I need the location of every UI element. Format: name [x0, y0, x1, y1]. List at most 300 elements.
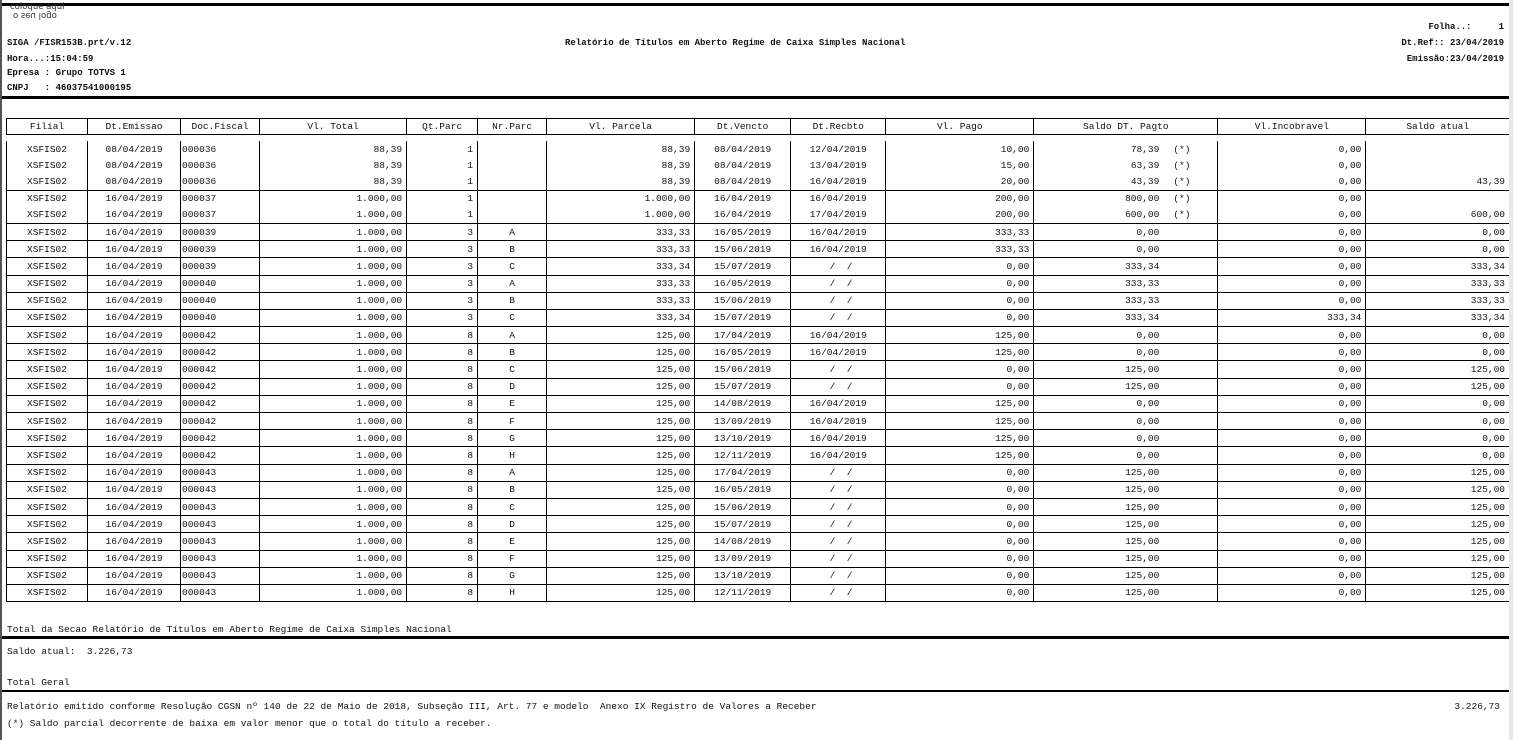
cell-vl-total: 1.000,00 — [260, 567, 407, 584]
cell-saldo-atual: 333,33 — [1366, 292, 1509, 309]
cell-vl-parcela: 88,39 — [547, 157, 695, 173]
cell-vl-total: 1.000,00 — [260, 481, 407, 498]
column-header: Vl. Parcela — [547, 119, 695, 135]
cell-vl-parcela: 1.000,00 — [547, 207, 695, 224]
saldo-dt-pagto-value: 125,00 — [1125, 587, 1160, 599]
cell-vl-parcela: 125,00 — [547, 533, 695, 550]
cell-qt-parc: 8 — [407, 447, 478, 464]
column-header: Dt.Recbto — [791, 119, 886, 135]
cell-vl-total: 1.000,00 — [260, 309, 407, 326]
cell-filial: XSFIS02 — [7, 533, 88, 550]
cell-dt-recbto: / / — [791, 516, 886, 533]
cell-saldo-atual: 125,00 — [1366, 378, 1509, 395]
cell-filial: XSFIS02 — [7, 223, 88, 240]
cell-dt-recbto: / / — [791, 533, 886, 550]
partial-balance-flag: (*) — [1173, 159, 1191, 171]
cell-vl-incobravel: 0,00 — [1218, 516, 1366, 533]
cell-vl-total: 1.000,00 — [260, 498, 407, 515]
cell-filial: XSFIS02 — [7, 361, 88, 378]
cell-doc-fiscal: 000040 — [181, 275, 260, 292]
cell-dt-recbto: / / — [791, 361, 886, 378]
cell-filial: XSFIS02 — [7, 430, 88, 447]
cell-dt-emissao: 16/04/2019 — [88, 550, 181, 567]
cell-qt-parc: 8 — [407, 584, 478, 601]
cell-doc-fiscal: 000040 — [181, 292, 260, 309]
cell-saldo-dt-pagto — [1034, 584, 1218, 601]
saldo-dt-pagto-value: 333,34 — [1125, 312, 1160, 324]
column-header: Dt.Emissao — [88, 119, 181, 135]
cell-qt-parc: 8 — [407, 413, 478, 430]
cell-doc-fiscal: 000039 — [181, 258, 260, 275]
vertical-scrollbar[interactable] — [1509, 0, 1513, 740]
cell-dt-recbto: / / — [791, 292, 886, 309]
cell-filial: XSFIS02 — [7, 413, 88, 430]
cell-nr-parc — [478, 173, 547, 190]
partial-balance-flag: (*) — [1173, 143, 1191, 155]
cell-saldo-atual: 0,00 — [1366, 430, 1509, 447]
cell-vl-total: 1.000,00 — [260, 413, 407, 430]
cell-filial: XSFIS02 — [7, 378, 88, 395]
cell-qt-parc: 1 — [407, 141, 478, 157]
cell-vl-incobravel: 0,00 — [1218, 190, 1366, 207]
cell-vl-incobravel: 0,00 — [1218, 498, 1366, 515]
cell-filial: XSFIS02 — [7, 309, 88, 326]
cell-qt-parc: 3 — [407, 292, 478, 309]
saldo-dt-pagto-value: 125,00 — [1125, 501, 1160, 513]
cell-dt-recbto: / / — [791, 550, 886, 567]
saldo-dt-pagto-value: 43,39 — [1130, 175, 1160, 187]
cell-saldo-atual: 333,34 — [1366, 309, 1509, 326]
cell-saldo-atual: 125,00 — [1366, 361, 1509, 378]
cell-nr-parc: B — [478, 241, 547, 258]
cell-vl-pago: 333,33 — [886, 223, 1034, 240]
report-title: Relatório de Títulos em Aberto Regime de Caixa Simples Nacional — [565, 38, 906, 48]
table-row — [7, 157, 1510, 173]
column-header: Saldo DT. Pagto — [1034, 119, 1218, 135]
cell-vl-pago: 0,00 — [886, 292, 1034, 309]
cell-saldo-dt-pagto — [1034, 223, 1218, 240]
cell-saldo-atual: 125,00 — [1366, 498, 1509, 515]
cell-saldo-dt-pagto — [1034, 378, 1218, 395]
cell-vl-total: 88,39 — [260, 157, 407, 173]
cell-dt-recbto: 13/04/2019 — [791, 157, 886, 173]
cell-vl-pago: 0,00 — [886, 533, 1034, 550]
section-saldo-atual: Saldo atual: 3.226,73 — [7, 646, 133, 657]
cell-dt-recbto: / / — [791, 258, 886, 275]
grand-total-rule — [2, 690, 1509, 692]
cell-doc-fiscal: 000043 — [181, 516, 260, 533]
cell-vl-total: 1.000,00 — [260, 361, 407, 378]
cell-vl-parcela: 125,00 — [547, 430, 695, 447]
cell-qt-parc: 1 — [407, 173, 478, 190]
cell-qt-parc: 8 — [407, 567, 478, 584]
cell-dt-vencto: 15/06/2019 — [695, 498, 791, 515]
cell-vl-pago: 20,00 — [886, 173, 1034, 190]
cell-saldo-dt-pagto — [1034, 327, 1218, 344]
saldo-dt-pagto-value: 600,00 — [1125, 209, 1160, 221]
cell-dt-recbto: 16/04/2019 — [791, 344, 886, 361]
cell-qt-parc: 8 — [407, 464, 478, 481]
partial-balance-flag: (*) — [1173, 193, 1191, 205]
cell-vl-total: 88,39 — [260, 173, 407, 190]
cell-doc-fiscal: 000043 — [181, 464, 260, 481]
column-header: Doc.Fiscal — [181, 119, 260, 135]
cell-qt-parc: 8 — [407, 327, 478, 344]
cell-doc-fiscal: 000043 — [181, 533, 260, 550]
cell-vl-parcela: 125,00 — [547, 516, 695, 533]
cell-qt-parc: 3 — [407, 223, 478, 240]
cell-vl-parcela: 88,39 — [547, 173, 695, 190]
cell-saldo-atual — [1366, 157, 1509, 173]
cell-nr-parc: E — [478, 395, 547, 412]
cell-qt-parc: 8 — [407, 395, 478, 412]
cell-dt-recbto: / / — [791, 584, 886, 601]
table-row — [7, 533, 1510, 550]
cell-vl-incobravel: 0,00 — [1218, 207, 1366, 224]
cell-dt-vencto: 15/07/2019 — [695, 516, 791, 533]
cell-dt-emissao: 16/04/2019 — [88, 584, 181, 601]
cell-vl-total: 1.000,00 — [260, 344, 407, 361]
cell-nr-parc: B — [478, 481, 547, 498]
cell-vl-incobravel: 0,00 — [1218, 223, 1366, 240]
cell-vl-pago: 200,00 — [886, 207, 1034, 224]
cell-saldo-dt-pagto — [1034, 481, 1218, 498]
cell-saldo-dt-pagto — [1034, 292, 1218, 309]
cell-vl-pago: 0,00 — [886, 498, 1034, 515]
company-name: Epresa : Grupo TOTVS 1 — [7, 68, 126, 78]
cell-nr-parc: D — [478, 378, 547, 395]
cell-dt-vencto: 14/08/2019 — [695, 533, 791, 550]
cell-dt-recbto: 16/04/2019 — [791, 413, 886, 430]
cell-dt-emissao: 16/04/2019 — [88, 395, 181, 412]
section-total-label: Total da Secao Relatório de Títulos em Aberto Regime de Caixa Simples Nacional — [7, 624, 452, 635]
saldo-dt-pagto-value: 0,00 — [1136, 243, 1160, 255]
cell-vl-total: 1.000,00 — [260, 464, 407, 481]
cell-filial: XSFIS02 — [7, 481, 88, 498]
cell-nr-parc: D — [478, 516, 547, 533]
cell-nr-parc: H — [478, 584, 547, 601]
cell-saldo-dt-pagto — [1034, 447, 1218, 464]
cell-dt-vencto: 16/04/2019 — [695, 207, 791, 224]
cell-vl-incobravel: 0,00 — [1218, 395, 1366, 412]
cell-saldo-dt-pagto — [1034, 567, 1218, 584]
cell-saldo-atual: 125,00 — [1366, 464, 1509, 481]
cell-filial: XSFIS02 — [7, 567, 88, 584]
cell-saldo-atual — [1366, 190, 1509, 207]
cell-vl-incobravel: 0,00 — [1218, 173, 1366, 190]
cell-vl-total: 1.000,00 — [260, 190, 407, 207]
cell-doc-fiscal: 000043 — [181, 498, 260, 515]
table-row — [7, 413, 1510, 430]
cell-vl-incobravel: 0,00 — [1218, 464, 1366, 481]
cell-filial: XSFIS02 — [7, 584, 88, 601]
cell-dt-vencto: 16/05/2019 — [695, 223, 791, 240]
cell-dt-recbto: 16/04/2019 — [791, 395, 886, 412]
cell-dt-vencto: 17/04/2019 — [695, 327, 791, 344]
saldo-dt-pagto-value: 125,00 — [1125, 381, 1160, 393]
cell-vl-parcela: 125,00 — [547, 498, 695, 515]
table-row — [7, 258, 1510, 275]
cell-vl-parcela: 333,33 — [547, 292, 695, 309]
table-row — [7, 584, 1510, 601]
column-header: Vl. Pago — [886, 119, 1034, 135]
cell-nr-parc: F — [478, 413, 547, 430]
cell-doc-fiscal: 000042 — [181, 378, 260, 395]
table-row — [7, 430, 1510, 447]
top-rule — [2, 3, 1509, 6]
cell-doc-fiscal: 000042 — [181, 395, 260, 412]
cell-qt-parc: 3 — [407, 275, 478, 292]
saldo-dt-pagto-value: 0,00 — [1136, 432, 1160, 444]
table-row — [7, 173, 1510, 190]
cell-dt-vencto: 08/04/2019 — [695, 173, 791, 190]
cell-doc-fiscal: 000037 — [181, 207, 260, 224]
cell-vl-incobravel: 0,00 — [1218, 157, 1366, 173]
cell-dt-vencto: 12/11/2019 — [695, 584, 791, 601]
saldo-dt-pagto-value: 0,00 — [1136, 398, 1160, 410]
cell-dt-recbto: 16/04/2019 — [791, 173, 886, 190]
cell-vl-parcela: 333,34 — [547, 258, 695, 275]
cell-dt-emissao: 16/04/2019 — [88, 241, 181, 258]
cell-dt-emissao: 16/04/2019 — [88, 413, 181, 430]
cell-nr-parc: A — [478, 275, 547, 292]
cell-vl-parcela: 88,39 — [547, 141, 695, 157]
saldo-dt-pagto-value: 125,00 — [1125, 484, 1160, 496]
cell-saldo-atual: 43,39 — [1366, 173, 1509, 190]
cell-vl-pago: 0,00 — [886, 550, 1034, 567]
cell-doc-fiscal: 000043 — [181, 567, 260, 584]
cell-vl-pago: 0,00 — [886, 584, 1034, 601]
cell-saldo-dt-pagto — [1034, 516, 1218, 533]
cell-dt-vencto: 12/11/2019 — [695, 447, 791, 464]
cell-dt-emissao: 08/04/2019 — [88, 141, 181, 157]
cell-dt-emissao: 16/04/2019 — [88, 361, 181, 378]
cell-nr-parc: F — [478, 550, 547, 567]
cell-qt-parc: 1 — [407, 190, 478, 207]
cell-vl-incobravel: 0,00 — [1218, 413, 1366, 430]
cell-vl-incobravel: 0,00 — [1218, 275, 1366, 292]
saldo-dt-pagto-value: 0,00 — [1136, 329, 1160, 341]
cell-filial: XSFIS02 — [7, 447, 88, 464]
section-total-rule — [2, 636, 1509, 639]
cell-qt-parc: 3 — [407, 258, 478, 275]
cell-saldo-atual: 0,00 — [1366, 223, 1509, 240]
cell-vl-parcela: 125,00 — [547, 464, 695, 481]
header-rule — [2, 96, 1509, 99]
cell-vl-pago: 0,00 — [886, 464, 1034, 481]
cell-dt-emissao: 16/04/2019 — [88, 190, 181, 207]
cell-filial: XSFIS02 — [7, 498, 88, 515]
cell-vl-incobravel: 0,00 — [1218, 344, 1366, 361]
cell-filial: XSFIS02 — [7, 275, 88, 292]
table-row — [7, 481, 1510, 498]
cell-vl-total: 1.000,00 — [260, 275, 407, 292]
table-row — [7, 395, 1510, 412]
table-row — [7, 361, 1510, 378]
cell-dt-emissao: 16/04/2019 — [88, 498, 181, 515]
cell-nr-parc: B — [478, 292, 547, 309]
cell-dt-emissao: 16/04/2019 — [88, 275, 181, 292]
table-row — [7, 207, 1510, 224]
cell-vl-pago: 125,00 — [886, 430, 1034, 447]
cell-dt-recbto: / / — [791, 481, 886, 498]
cell-dt-vencto: 13/09/2019 — [695, 550, 791, 567]
partial-balance-flag: (*) — [1173, 175, 1191, 187]
cell-nr-parc: G — [478, 567, 547, 584]
cell-vl-parcela: 333,33 — [547, 275, 695, 292]
cell-doc-fiscal: 000040 — [181, 309, 260, 326]
cell-filial: XSFIS02 — [7, 344, 88, 361]
cell-dt-recbto: 16/04/2019 — [791, 241, 886, 258]
cell-qt-parc: 8 — [407, 533, 478, 550]
cell-saldo-atual: 125,00 — [1366, 516, 1509, 533]
cell-dt-emissao: 16/04/2019 — [88, 481, 181, 498]
table-row — [7, 567, 1510, 584]
column-header: Vl.Incobravel — [1218, 119, 1366, 135]
cell-doc-fiscal: 000042 — [181, 361, 260, 378]
cell-vl-parcela: 125,00 — [547, 413, 695, 430]
column-header: Filial — [7, 119, 88, 135]
reference-date: Dt.Ref:: 23/04/2019 — [1401, 38, 1504, 48]
column-header: Dt.Vencto — [695, 119, 791, 135]
cell-saldo-atual — [1366, 141, 1509, 157]
cell-dt-emissao: 16/04/2019 — [88, 430, 181, 447]
saldo-dt-pagto-value: 0,00 — [1136, 449, 1160, 461]
cell-filial: XSFIS02 — [7, 141, 88, 157]
cell-saldo-dt-pagto — [1034, 430, 1218, 447]
cell-doc-fiscal: 000039 — [181, 223, 260, 240]
cell-vl-pago: 200,00 — [886, 190, 1034, 207]
cell-vl-parcela: 125,00 — [547, 550, 695, 567]
cell-qt-parc: 8 — [407, 516, 478, 533]
cell-saldo-dt-pagto — [1034, 498, 1218, 515]
cell-nr-parc: G — [478, 430, 547, 447]
cell-filial: XSFIS02 — [7, 157, 88, 173]
column-header: Vl. Total — [260, 119, 407, 135]
cell-filial: XSFIS02 — [7, 516, 88, 533]
program-id: SIGA /FISR153B.prt/v.12 — [7, 38, 132, 48]
cell-dt-vencto: 16/05/2019 — [695, 344, 791, 361]
cell-saldo-atual: 125,00 — [1366, 550, 1509, 567]
cell-dt-recbto: 12/04/2019 — [791, 141, 886, 157]
cell-saldo-dt-pagto — [1034, 207, 1218, 224]
cell-saldo-dt-pagto — [1034, 190, 1218, 207]
cell-doc-fiscal: 000039 — [181, 241, 260, 258]
saldo-dt-pagto-value: 0,00 — [1136, 415, 1160, 427]
table-row — [7, 344, 1510, 361]
cell-qt-parc: 8 — [407, 430, 478, 447]
company-cnpj: CNPJ : 46037541000195 — [7, 83, 132, 93]
cell-saldo-dt-pagto — [1034, 361, 1218, 378]
cell-vl-total: 1.000,00 — [260, 550, 407, 567]
cell-saldo-dt-pagto — [1034, 157, 1218, 173]
cell-vl-pago: 333,33 — [886, 241, 1034, 258]
cell-nr-parc: A — [478, 327, 547, 344]
cell-saldo-atual: 333,34 — [1366, 258, 1509, 275]
cell-doc-fiscal: 000042 — [181, 344, 260, 361]
saldo-dt-pagto-value: 125,00 — [1125, 467, 1160, 479]
table-row — [7, 141, 1510, 157]
cell-vl-parcela: 125,00 — [547, 344, 695, 361]
table-row — [7, 516, 1510, 533]
cell-dt-recbto: 17/04/2019 — [791, 207, 886, 224]
cell-vl-incobravel: 0,00 — [1218, 258, 1366, 275]
cell-vl-pago: 125,00 — [886, 327, 1034, 344]
column-header: Qt.Parc — [407, 119, 478, 135]
cell-nr-parc: A — [478, 223, 547, 240]
saldo-dt-pagto-value: 800,00 — [1125, 193, 1160, 205]
cell-vl-incobravel: 0,00 — [1218, 447, 1366, 464]
cell-nr-parc: C — [478, 361, 547, 378]
cell-dt-emissao: 16/04/2019 — [88, 327, 181, 344]
cell-dt-vencto: 13/09/2019 — [695, 413, 791, 430]
column-header: Saldo atual — [1366, 119, 1509, 135]
saldo-dt-pagto-value: 125,00 — [1125, 570, 1160, 582]
cell-dt-vencto: 16/05/2019 — [695, 275, 791, 292]
saldo-dt-pagto-value: 125,00 — [1125, 364, 1160, 376]
cell-vl-parcela: 333,34 — [547, 309, 695, 326]
cell-vl-pago: 0,00 — [886, 516, 1034, 533]
grand-total-label: Total Geral — [7, 677, 70, 688]
cell-dt-vencto: 15/07/2019 — [695, 309, 791, 326]
cell-vl-pago: 0,00 — [886, 361, 1034, 378]
cell-vl-total: 1.000,00 — [260, 378, 407, 395]
cell-dt-recbto: 16/04/2019 — [791, 223, 886, 240]
cell-filial: XSFIS02 — [7, 241, 88, 258]
cell-saldo-atual: 125,00 — [1366, 584, 1509, 601]
cell-vl-total: 1.000,00 — [260, 223, 407, 240]
cell-vl-incobravel: 0,00 — [1218, 430, 1366, 447]
cell-dt-emissao: 08/04/2019 — [88, 173, 181, 190]
cell-vl-incobravel: 0,00 — [1218, 584, 1366, 601]
cell-vl-pago: 15,00 — [886, 157, 1034, 173]
cell-doc-fiscal: 000042 — [181, 447, 260, 464]
cell-dt-vencto: 14/08/2019 — [695, 395, 791, 412]
cell-doc-fiscal: 000043 — [181, 584, 260, 601]
cell-saldo-dt-pagto — [1034, 550, 1218, 567]
cell-vl-incobravel: 0,00 — [1218, 327, 1366, 344]
cell-vl-parcela: 1.000,00 — [547, 190, 695, 207]
cell-filial: XSFIS02 — [7, 327, 88, 344]
cell-saldo-atual: 0,00 — [1366, 395, 1509, 412]
cell-saldo-atual: 0,00 — [1366, 241, 1509, 258]
cell-vl-total: 1.000,00 — [260, 447, 407, 464]
cell-vl-incobravel: 0,00 — [1218, 533, 1366, 550]
cell-dt-emissao: 16/04/2019 — [88, 516, 181, 533]
cell-vl-pago: 0,00 — [886, 481, 1034, 498]
cell-qt-parc: 8 — [407, 361, 478, 378]
cell-dt-emissao: 16/04/2019 — [88, 292, 181, 309]
saldo-dt-pagto-value: 125,00 — [1125, 535, 1160, 547]
cell-saldo-dt-pagto — [1034, 395, 1218, 412]
cell-saldo-atual: 0,00 — [1366, 447, 1509, 464]
cell-qt-parc: 8 — [407, 498, 478, 515]
table-row — [7, 378, 1510, 395]
footnote: (*) Saldo parcial decorrente de baixa em valor menor que o total do título a receber. — [7, 718, 492, 729]
cell-dt-vencto: 13/10/2019 — [695, 567, 791, 584]
cell-vl-incobravel: 0,00 — [1218, 378, 1366, 395]
cell-saldo-dt-pagto — [1034, 173, 1218, 190]
cell-saldo-dt-pagto — [1034, 241, 1218, 258]
cell-vl-total: 88,39 — [260, 141, 407, 157]
cell-saldo-dt-pagto — [1034, 344, 1218, 361]
cell-dt-vencto: 15/07/2019 — [695, 378, 791, 395]
cell-vl-pago: 125,00 — [886, 413, 1034, 430]
cell-dt-recbto: 16/04/2019 — [791, 447, 886, 464]
cell-vl-parcela: 125,00 — [547, 481, 695, 498]
cell-saldo-dt-pagto — [1034, 464, 1218, 481]
cell-vl-pago: 0,00 — [886, 378, 1034, 395]
